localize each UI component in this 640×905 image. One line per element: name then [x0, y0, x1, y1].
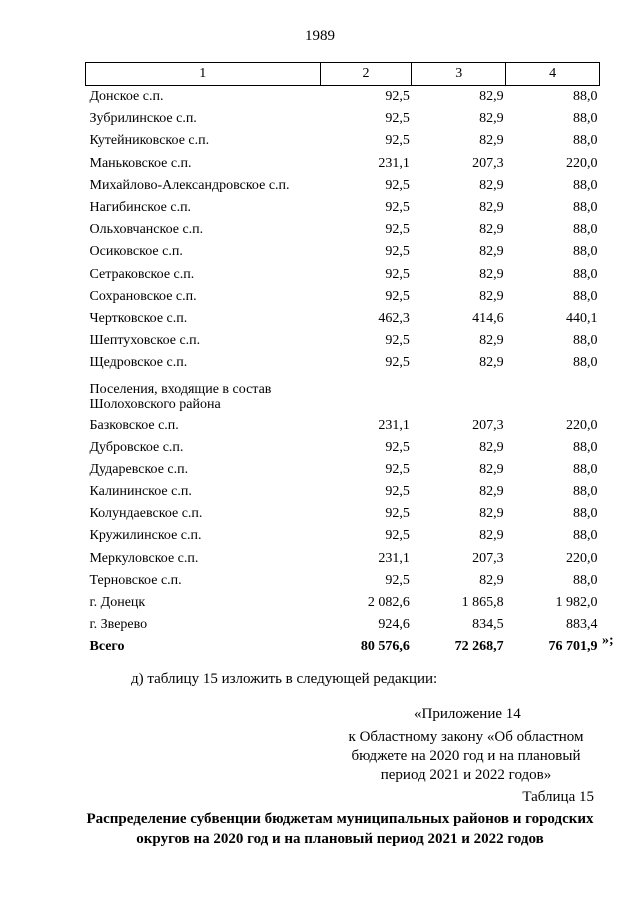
settlement-name: Осиковское с.п.: [89, 244, 183, 260]
settlement-name: Ольховчанское с.п.: [89, 222, 204, 238]
page-number: 1989: [305, 28, 335, 44]
amount-2020: 92,5: [385, 461, 410, 477]
settlement-name: Терновское с.п.: [89, 572, 182, 588]
amount-2020: 92,5: [385, 133, 410, 149]
settlement-name: Сетраковское с.п.: [89, 266, 195, 282]
amount-2021: 834,5: [472, 617, 504, 633]
settlement-name: Всего: [89, 639, 125, 655]
amount-2020: 92,5: [385, 506, 410, 522]
amount-2022: 88,0: [573, 244, 598, 260]
column-header: 2: [320, 63, 412, 86]
amount-2022: 220,0: [566, 550, 598, 566]
amount-2022: 88,0: [573, 461, 598, 477]
table-row: [86, 286, 600, 308]
table-row: [86, 352, 600, 374]
amount-2022: 88,0: [573, 133, 598, 149]
table-row: [86, 175, 600, 197]
amount-2022: [506, 374, 600, 414]
subsidy-table: [85, 62, 600, 659]
amount-2022: 88,0: [573, 439, 598, 455]
amount-2021: 207,3: [472, 550, 504, 566]
amount-2020: 92,5: [385, 244, 410, 260]
settlement-name: Дударевское с.п.: [89, 461, 189, 477]
amount-2021: 207,3: [472, 155, 504, 171]
amount-2021: 414,6: [472, 310, 504, 326]
table-row: [86, 108, 600, 130]
amount-2021: 82,9: [479, 177, 504, 193]
settlement-name: г. Зверево: [89, 617, 148, 633]
amount-2020: 92,5: [385, 288, 410, 304]
amount-2022: 440,1: [566, 310, 598, 326]
table-row: [86, 570, 600, 592]
amount-2021: 82,9: [479, 266, 504, 282]
amount-2020: 92,5: [385, 333, 410, 349]
amount-2022: 88,0: [573, 222, 598, 238]
amount-2021: 82,9: [479, 439, 504, 455]
amount-2022: 220,0: [566, 155, 598, 171]
amount-2020: 231,1: [378, 155, 410, 171]
column-header: 1: [86, 63, 321, 86]
amount-2020: 92,5: [385, 89, 410, 105]
amount-2021: [412, 374, 506, 414]
amount-2022: 88,0: [573, 89, 598, 105]
amount-2022: 88,0: [573, 288, 598, 304]
settlement-name: г. Донецк: [89, 595, 146, 611]
group-heading-row: [86, 374, 600, 414]
amount-2020: 92,5: [385, 177, 410, 193]
amount-2020: 92,5: [385, 355, 410, 371]
settlement-name: Дубровское с.п.: [89, 439, 184, 455]
amount-2022: 1 982,0: [555, 595, 598, 611]
amount-2021: 1 865,8: [461, 595, 504, 611]
table-row: [86, 130, 600, 152]
table-row: [86, 264, 600, 286]
table-row: [86, 153, 600, 175]
amount-2021: 72 268,7: [454, 639, 504, 655]
settlement-name: Базковское с.п.: [89, 417, 179, 433]
amount-2020: 80 576,6: [360, 639, 410, 655]
amount-2020: 92,5: [385, 484, 410, 500]
amount-2021: 82,9: [479, 244, 504, 260]
amount-2020: 92,5: [385, 528, 410, 544]
amount-2022: 88,0: [573, 177, 598, 193]
amount-2020: 92,5: [385, 266, 410, 282]
amount-2021: 82,9: [479, 461, 504, 477]
amount-2021: 82,9: [479, 222, 504, 238]
amount-2022: 88,0: [573, 355, 598, 371]
settlement-name: Колундаевское с.п.: [89, 506, 203, 522]
amount-2022: 88,0: [573, 111, 598, 127]
amount-2021: 82,9: [479, 111, 504, 127]
amount-2022: 883,4: [566, 617, 598, 633]
amount-2020: [320, 374, 412, 414]
amount-2022: 88,0: [573, 200, 598, 216]
amount-2021: 82,9: [479, 572, 504, 588]
column-header: 3: [412, 63, 506, 86]
appendix-label: «Приложение 14: [414, 706, 521, 722]
total-row: [86, 636, 600, 658]
amount-2020: 231,1: [378, 417, 410, 433]
amount-2020: 92,5: [385, 111, 410, 127]
amount-2021: 82,9: [479, 89, 504, 105]
amount-2021: 82,9: [479, 506, 504, 522]
table-row: [86, 614, 600, 636]
amount-2022: 88,0: [573, 572, 598, 588]
amount-2021: 82,9: [479, 355, 504, 371]
table-row: [86, 86, 600, 109]
instruction-text: д) таблицу 15 изложить в следующей редакции:: [131, 671, 438, 687]
settlement-name: Кружилинское с.п.: [89, 528, 202, 544]
settlement-name: Кутейниковское с.п.: [89, 133, 210, 149]
amount-2022: 88,0: [573, 506, 598, 522]
table-row: [86, 241, 600, 263]
table-row: [86, 592, 600, 614]
amount-2020: 92,5: [385, 572, 410, 588]
amount-2022: 88,0: [573, 484, 598, 500]
table-heading: Распределение субвенции бюджетам муниципальных районов и городских округов на 2020 год и на плановый период 2021 и 2022 годов: [86, 811, 594, 847]
amount-2021: 82,9: [479, 288, 504, 304]
table-row: [86, 548, 600, 570]
amount-2021: 82,9: [479, 528, 504, 544]
settlement-name: Щедровское с.п.: [89, 355, 188, 371]
settlement-name: Сохрановское с.п.: [89, 288, 197, 304]
table-row: [86, 503, 600, 525]
settlement-name: Донское с.п.: [89, 89, 164, 105]
settlement-name: Нагибинское с.п.: [89, 200, 192, 216]
amount-2020: 2 082,6: [367, 595, 410, 611]
amount-2022: 88,0: [573, 266, 598, 282]
settlement-name: Поселения, входящие в состав Шолоховского района: [89, 382, 272, 413]
amount-2020: 92,5: [385, 439, 410, 455]
amount-2022: 220,0: [566, 417, 598, 433]
amount-2021: 82,9: [479, 200, 504, 216]
amount-2022: 76 701,9: [548, 639, 598, 655]
column-header: 4: [506, 63, 600, 86]
table-row: [86, 459, 600, 481]
amount-2021: 207,3: [472, 417, 504, 433]
amount-2021: 82,9: [479, 133, 504, 149]
table-row: [86, 330, 600, 352]
amount-2021: 82,9: [479, 333, 504, 349]
table-row: [86, 437, 600, 459]
amount-2020: 92,5: [385, 222, 410, 238]
table-label: Таблица 15: [522, 789, 594, 805]
law-reference: к Областному закону «Об областном бюджете на 2020 год и на плановый период 2021 и 2022 годов»: [348, 729, 584, 783]
table-row: [86, 219, 600, 241]
table-body: [86, 86, 600, 659]
table-row: [86, 414, 600, 436]
table-row: [86, 525, 600, 547]
amount-2022: 88,0: [573, 528, 598, 544]
closing-mark: »;: [602, 633, 614, 648]
table-row: [86, 481, 600, 503]
settlement-name: Шептуховское с.п.: [89, 333, 201, 349]
settlement-name: Зубрилинское с.п.: [89, 111, 197, 127]
amount-2020: 92,5: [385, 200, 410, 216]
settlement-name: Меркуловское с.п.: [89, 550, 199, 566]
table-row: [86, 308, 600, 330]
settlement-name: Калининское с.п.: [89, 484, 192, 500]
settlement-name: Михайлово-Александровское с.п.: [89, 177, 290, 193]
amount-2021: 82,9: [479, 484, 504, 500]
amount-2020: 231,1: [378, 550, 410, 566]
amount-2020: 462,3: [378, 310, 410, 326]
table-header-row: [86, 63, 600, 86]
amount-2022: 88,0: [573, 333, 598, 349]
amount-2020: 924,6: [378, 617, 410, 633]
table-row: [86, 197, 600, 219]
settlement-name: Чертковское с.п.: [89, 310, 188, 326]
settlement-name: Маньковское с.п.: [89, 155, 192, 171]
